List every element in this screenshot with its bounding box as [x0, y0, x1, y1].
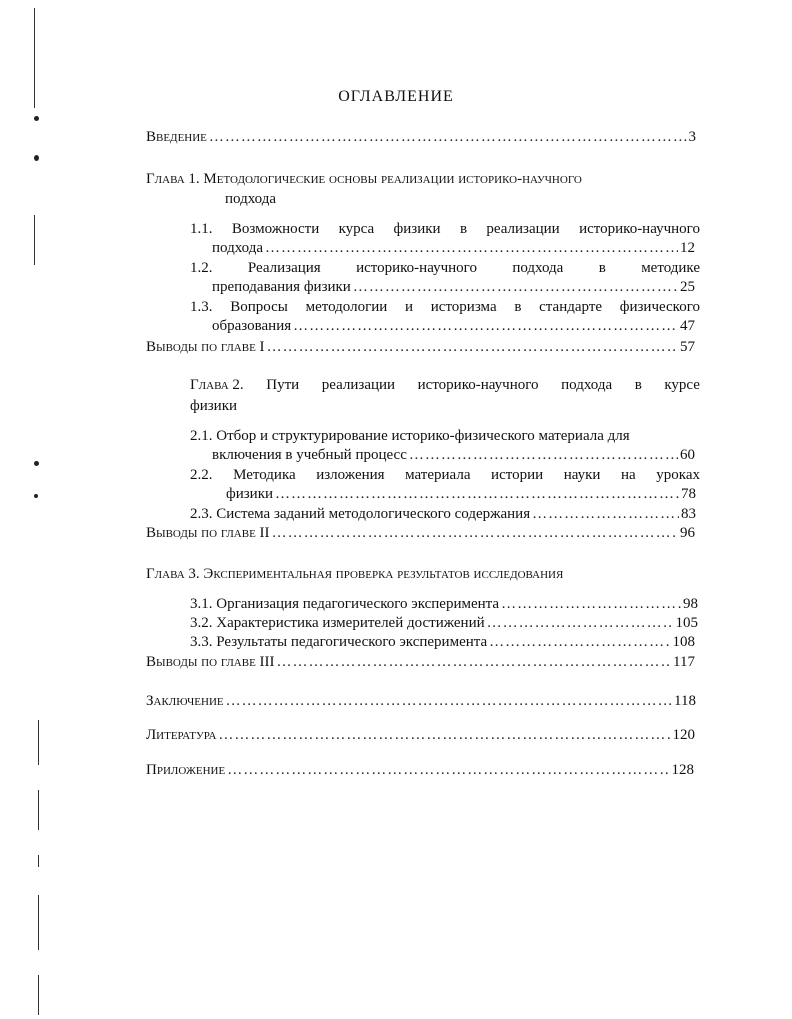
scan-margin-line — [38, 975, 39, 1015]
toc-page-number: 47 — [680, 318, 695, 334]
section-2-1-line2[interactable]: включения в учебный процесс ………………………………………………………………………………………………………………………………………………………………………… 60 — [212, 446, 695, 465]
scan-margin-line — [34, 215, 35, 265]
toc-leader — [277, 653, 672, 672]
chapter-2-heading-continued: физики — [190, 398, 238, 414]
section-1-2-line2[interactable]: преподавания физики ………………………………………………………………………………………………………………………………………………………………………… 25 — [212, 278, 695, 297]
toc-page-number: 105 — [675, 615, 698, 631]
toc-page-number: 96 — [680, 525, 695, 541]
scan-margin-line — [38, 790, 39, 830]
toc-leader — [353, 278, 678, 297]
page-title: ОГЛАВЛЕНИЕ — [338, 88, 454, 105]
section-1-1-line1[interactable]: 1.1. Возможности курса физики в реализации историко-научного — [190, 221, 700, 237]
toc-entry-conclusion[interactable]: Заключение ………………………………………………………………………………………………………………………………………………………………………… 118 — [146, 692, 696, 711]
toc-leader — [226, 692, 672, 711]
section-1-3-line2[interactable]: образования ………………………………………………………………………………………………………………………………………………………………………… 47 — [212, 317, 695, 336]
scan-speck — [34, 494, 38, 498]
toc-page-number: 25 — [680, 279, 695, 295]
toc-leader — [532, 505, 679, 524]
section-3-3[interactable]: 3.3. Результаты педагогического эксперимента ………………………………………………………………………………………………………………………………………………………………………… 108 — [190, 633, 695, 652]
toc-leader — [265, 239, 678, 258]
section-2-2-line2[interactable]: физики ………………………………………………………………………………………………………………………………………………………………………… 78 — [226, 485, 696, 504]
toc-page-number: 128 — [671, 762, 694, 778]
toc-leader — [501, 595, 681, 614]
chapter-1-heading-continued: подхода — [225, 191, 277, 207]
scan-speck — [34, 461, 39, 466]
toc-page-number: 117 — [673, 654, 695, 670]
chapter-3-heading[interactable]: Глава 3. Экспериментальная проверка результатов исследования — [146, 566, 564, 582]
toc-leader — [275, 485, 679, 504]
chapter-2-heading[interactable]: Глава 2. Пути реализации историко-научного подхода в курсе — [190, 377, 700, 393]
scan-margin-line — [38, 720, 39, 765]
toc-leader — [267, 338, 678, 357]
toc-page-number: 108 — [672, 634, 695, 650]
scan-speck — [34, 116, 39, 121]
section-3-1[interactable]: 3.1. Организация педагогического эксперимента ………………………………………………………………………………………………………………………………………………………………………… 98 — [190, 595, 698, 614]
toc-page-number: 78 — [681, 486, 696, 502]
toc-entry-chapter-2-conclusion[interactable]: Выводы по главе II ………………………………………………………………………………………………………………………………………………………………………… 96 — [146, 524, 695, 543]
toc-leader — [227, 761, 669, 780]
toc-entry-literature[interactable]: Литература ………………………………………………………………………………………………………………………………………………………………………… 120 — [146, 726, 695, 745]
toc-page-number: 3 — [688, 129, 696, 145]
toc-leader — [218, 726, 670, 745]
toc-leader — [293, 317, 678, 336]
toc-entry-appendix[interactable]: Приложение ………………………………………………………………………………………………………………………………………………………………………… 128 — [146, 761, 694, 780]
toc-entry-label: Введение — [146, 129, 207, 145]
chapter-1-heading[interactable]: Глава 1. Методологические основы реализации историко-научного — [146, 171, 582, 187]
toc-leader — [209, 128, 687, 147]
toc-leader — [487, 614, 674, 633]
section-2-3[interactable]: 2.3. Система заданий методологического содержания ………………………………………………………………………………………………………………………………………………………………………… 83 — [190, 505, 696, 524]
toc-entry-intro[interactable] — [146, 128, 696, 147]
toc-page-number: 12 — [680, 240, 695, 256]
section-3-2[interactable]: 3.2. Характеристика измерителей достижений ………………………………………………………………………………………………………………………………………………………………………… 105 — [190, 614, 698, 633]
toc-page-number: 120 — [672, 727, 695, 743]
section-1-3-line1[interactable]: 1.3. Вопросы методологии и историзма в стандарте физического — [190, 299, 700, 315]
scan-margin-line — [38, 855, 39, 867]
scan-margin-line — [38, 895, 39, 950]
toc-page-number: 98 — [683, 596, 698, 612]
toc-page-number: 57 — [680, 339, 695, 355]
toc-leader — [409, 446, 678, 465]
toc-page-number: 83 — [681, 506, 696, 522]
scan-speck — [34, 155, 39, 161]
toc-leader — [489, 633, 670, 652]
section-1-2-line1[interactable]: 1.2. Реализация историко-научного подхода в методике — [190, 260, 700, 276]
toc-leader — [272, 524, 678, 543]
toc-entry-chapter-3-conclusion[interactable]: Выводы по главе III ………………………………………………………………………………………………………………………………………………………………………… 117 — [146, 653, 695, 672]
section-2-1-line1[interactable]: 2.1. Отбор и структурирование историко-физического материала для — [190, 428, 630, 444]
toc-entry-chapter-1-conclusion[interactable]: Выводы по главе I ………………………………………………………………………………………………………………………………………………………………………… 57 — [146, 338, 695, 357]
toc-page-number: 118 — [674, 693, 696, 709]
toc-page-number: 60 — [680, 447, 695, 463]
section-2-2-line1[interactable]: 2.2. Методика изложения материала истории науки на уроках — [190, 467, 700, 483]
section-1-1-line2[interactable]: подхода ………………………………………………………………………………………………………………………………………………………………………… 12 — [212, 239, 695, 258]
